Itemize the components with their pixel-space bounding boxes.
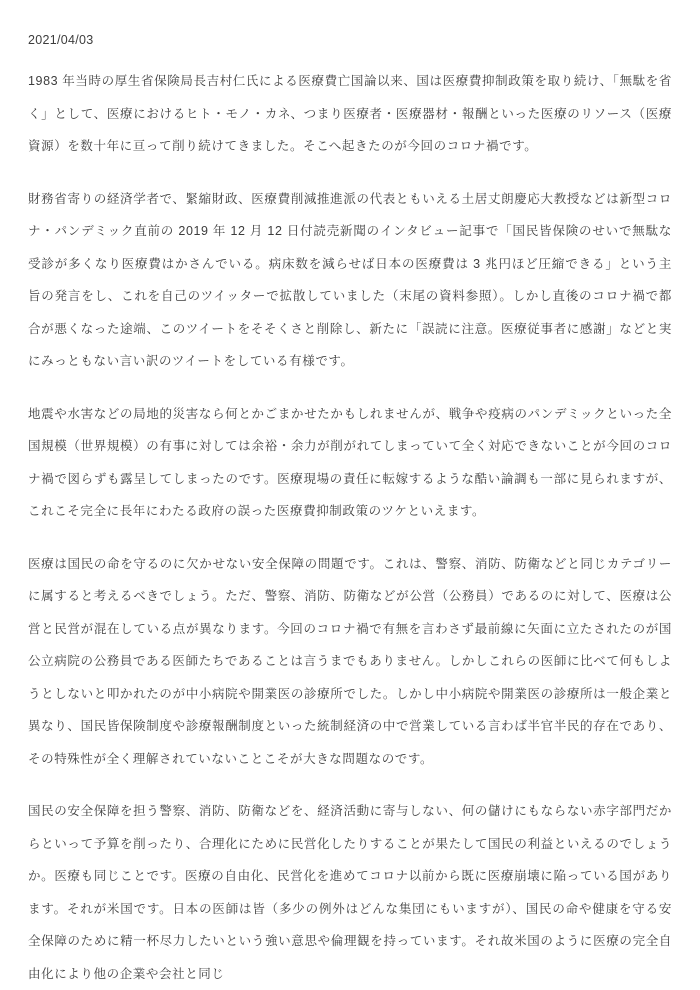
paragraph-2: 財務省寄りの経済学者で、緊縮財政、医療費削減推進派の代表ともいえる土居丈朗慶応大教授などは新型コロナ・パンデミック直前の 2019 年 12 月 12 日付読売新聞のインタビュー記事で「国民皆保険のせいで無駄な受診が多くなり医療費はかさんでいる。病床数を減らせば日本の医療費は 3 兆円ほど圧縮できる」という主旨の発言をし、これを自己のツイッターで拡散していました（末尾の資料参照）。しかし直後のコロナ禍で都合が悪くなった途端、このツイートをそそくさと削除し、新たに「誤読に注意。医療従事者に感謝」などと実にみっともない言い訳のツイートをしている有様です。 bbox=[28, 191, 672, 368]
paragraph-5: 国民の安全保障を担う警察、消防、防衛などを、経済活動に寄与しない、何の儲けにもならない赤字部門だからといって予算を削ったり、合理化にために民営化したりすることが果たして国民の利益といえるのでしょうか。医療も同じことです。医療の自由化、民営化を進めてコロナ以前から既に医療崩壊に陥っている国があります。それが米国です。日本の医師は皆（多少の例外はどんな集団にもいますが）、国民の命や健康を守る安全保障のために精一杯尽力したいという強い意思や倫理観を持っています。それ故米国のように医療の完全自由化により他の企業や会社と同じ bbox=[28, 804, 672, 981]
paragraph-4: 医療は国民の命を守るのに欠かせない安全保障の問題です。これは、警察、消防、防衛などと同じカテゴリーに属すると考えるべきでしょう。ただ、警察、消防、防衛などが公営（公務員）であるのに対して、医療は公営と民営が混在している点が異なります。今回のコロナ禍で有無を言わさず最前線に矢面に立たされたのが国公立病院の公務員である医師たちであることは言うまでもありません。しかしこれらの医師に比べて何もしようとしないと叩かれたのが中小病院や開業医の診療所でした。しかし中小病院や開業医の診療所は一般企業と異なり、国民皆保険制度や診療報酬制度といった統制経済の中で営業している言わば半官半民的存在であり、その特殊性が全く理解されていないことこそが大きな問題なのです。 bbox=[28, 556, 672, 766]
document-body bbox=[28, 65, 672, 990]
document-date: 2021/04/03 bbox=[28, 33, 94, 47]
paragraph-3: 地震や水害などの局地的災害なら何とかごまかせたかもしれませんが、戦争や疫病のパンデミックといった全国規模（世界規模）の有事に対しては余裕・余力が削がれてしまっていて全く対応できないことが今回のコロナ禍で図らずも露呈してしまったのです。医療現場の責任に転嫁するような酷い論調も一部に見られますが、これこそ完全に長年にわたる政府の誤った医療費抑制政策のツケといえます。 bbox=[28, 406, 672, 518]
paragraph-1: 1983 年当時の厚生省保険局長吉村仁氏による医療費亡国論以来、国は医療費抑制政策を取り続け、「無駄を省く」として、医療におけるヒト・モノ・カネ、つまり医療者・医療器材・報酬といった医療のリソース（医療資源）を数十年に亘って削り続けてきました。そこへ起きたのが今回のコロナ禍です。 bbox=[28, 74, 672, 153]
